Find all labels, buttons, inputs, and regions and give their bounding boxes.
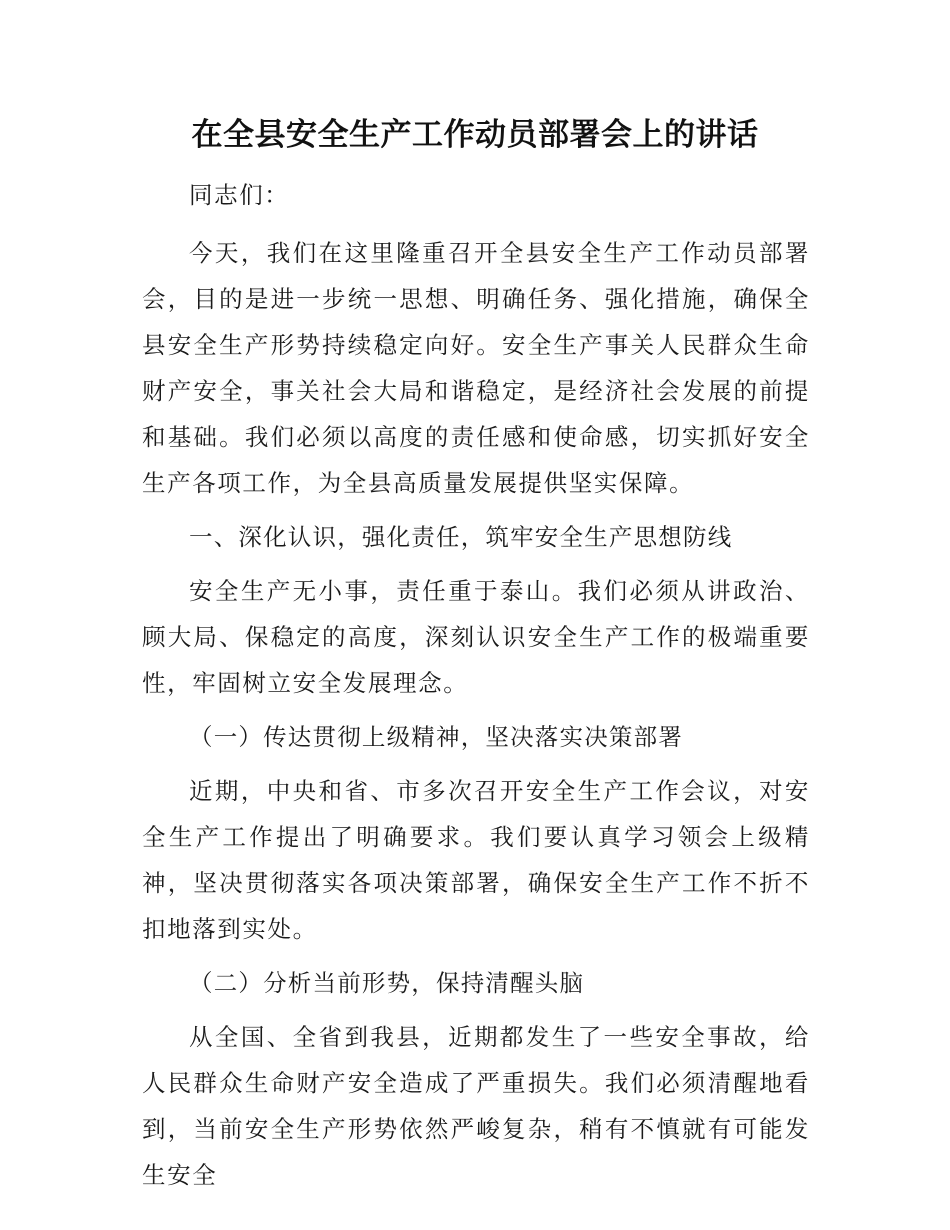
paragraph-section-1: 安全生产无小事，责任重于泰山。我们必须从讲政治、顾大局、保稳定的高度，深刻认识安全生产工作的极端重要性，牢固树立安全发展理念。 [142,577,810,697]
subsection-heading-2: （二）分析当前形势，保持清醒头脑 [189,969,585,997]
paragraph-intro: 今天，我们在这里隆重召开全县安全生产工作动员部署会，目的是进一步统一思想、明确任务、强化措施，确保全县安全生产形势持续稳定向好。安全生产事关人民群众生命财产安全，事关社会大局和谐稳定，是经济社会发展的前提和基础。我们必须以高度的责任感和使命感，切实抓好安全生产各项工作，为全县高质量发展提供坚实保障。 [142,239,810,497]
paragraph-subsection-1: 近期，中央和省、市多次召开安全生产工作会议，对安全生产工作提出了明确要求。我们要认真学习领会上级精神，坚决贯彻落实各项决策部署，确保安全生产工作不折不扣地落到实处。 [142,777,810,943]
document-body [142,172,810,1206]
salutation: 同志们： [189,181,290,209]
section-heading-1: 一、深化认识，强化责任，筑牢安全生产思想防线 [189,523,733,551]
subsection-heading-1: （一）传达贯彻上级精神，坚决落实决策部署 [189,723,683,751]
document-title: 在全县安全生产工作动员部署会上的讲话 [191,117,759,153]
paragraph-subsection-2: 从全国、全省到我县，近期都发生了一些安全事故，给人民群众生命财产安全造成了严重损失。我们必须清醒地看到，当前安全生产形势依然严峻复杂，稍有不慎就有可能发生安全 [142,1023,810,1189]
